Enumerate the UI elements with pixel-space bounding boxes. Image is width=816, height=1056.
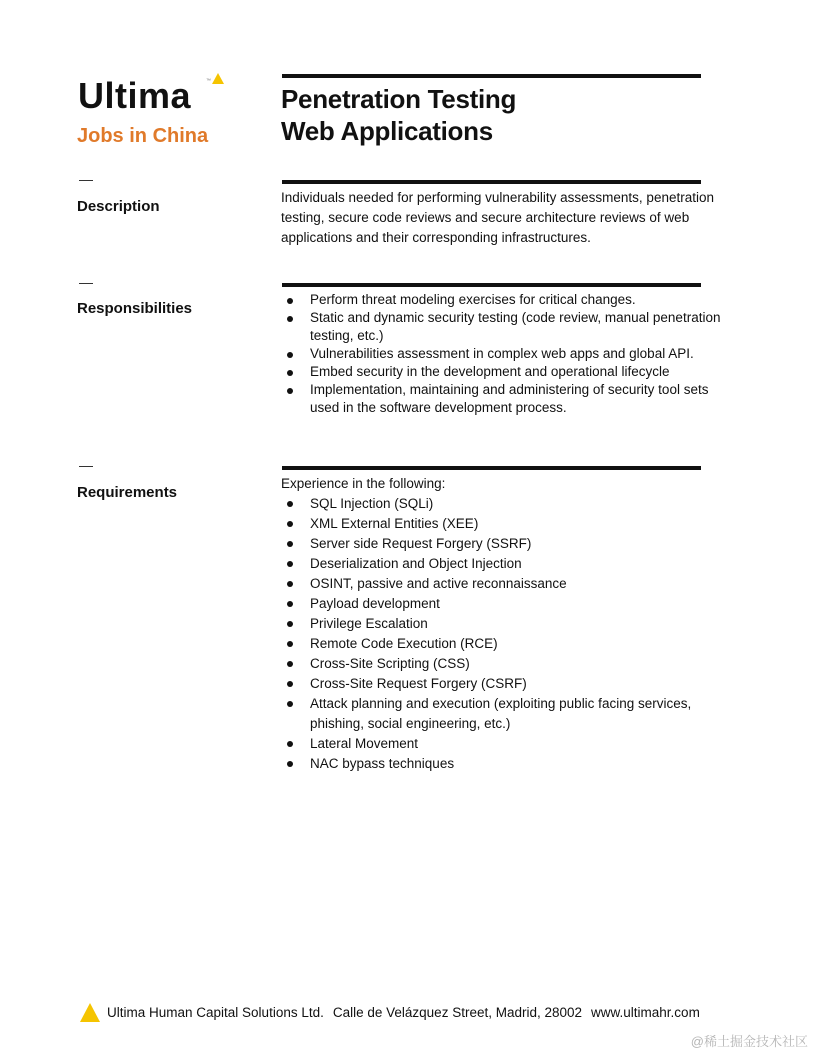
footer-address: Calle de Velázquez Street, Madrid, 28002	[332, 1004, 583, 1020]
responsibilities-list	[281, 291, 721, 417]
list-item: OSINT, passive and active reconnaissance	[281, 574, 721, 594]
requirements-rule	[282, 466, 701, 470]
responsibilities-rule	[282, 283, 701, 287]
ultima-logo	[78, 74, 238, 118]
list-item: Deserialization and Object Injection	[281, 554, 721, 574]
logo-triangle-icon	[212, 73, 224, 84]
requirements-label: Requirements	[77, 484, 178, 501]
trademark-mark: ™	[206, 78, 211, 84]
list-item: SQL Injection (SQLi)	[281, 494, 721, 514]
description-text: Individuals needed for performing vulnerability assessments, penetration testing, secure code reviews and secure architecture reviews of web applications and their corresponding infrastructures.	[281, 190, 714, 245]
list-item: NAC bypass techniques	[281, 754, 721, 774]
footer	[80, 1001, 700, 1023]
title-line-1: Penetration Testing	[281, 84, 517, 114]
description-rule	[282, 180, 701, 184]
list-item: Static and dynamic security testing (code review, manual penetration testing, etc.)	[281, 309, 721, 345]
tagline: Jobs in China	[77, 125, 209, 147]
footer-website[interactable]: www.ultimahr.com	[591, 1004, 700, 1020]
list-item: Lateral Movement	[281, 734, 721, 754]
list-item: Payload development	[281, 594, 721, 614]
logo-wordmark: Ultima	[78, 75, 192, 116]
description-label: Description	[77, 198, 160, 215]
page-title	[281, 83, 516, 147]
responsibilities-label: Responsibilities	[77, 300, 193, 317]
footer-company: Ultima Human Capital Solutions Ltd.	[107, 1004, 324, 1020]
requirements-content	[281, 474, 721, 774]
title-rule	[282, 74, 701, 78]
list-item: Vulnerabilities assessment in complex web apps and global API.	[281, 345, 721, 363]
list-item: Server side Request Forgery (SSRF)	[281, 534, 721, 554]
list-item: Implementation, maintaining and administering of security tool sets used in the software development process.	[281, 381, 721, 417]
watermark: @稀土掘金技术社区	[690, 1034, 808, 1049]
list-item: Remote Code Execution (RCE)	[281, 634, 721, 654]
requirements-intro: Experience in the following:	[281, 476, 446, 491]
list-item: Embed security in the development and operational lifecycle	[281, 363, 721, 381]
requirements-list	[281, 494, 721, 774]
section-dash	[79, 466, 93, 467]
list-item: Cross-Site Request Forgery (CSRF)	[281, 674, 721, 694]
title-line-2: Web Applications	[281, 116, 493, 146]
list-item: XML External Entities (XEE)	[281, 514, 721, 534]
list-item: Privilege Escalation	[281, 614, 721, 634]
section-dash	[79, 180, 93, 181]
list-item: Cross-Site Scripting (CSS)	[281, 654, 721, 674]
responsibilities-list-wrap	[281, 291, 721, 417]
section-dash	[79, 283, 93, 284]
list-item: Perform threat modeling exercises for critical changes.	[281, 291, 721, 309]
footer-triangle-icon	[80, 1003, 100, 1022]
list-item: Attack planning and execution (exploiting public facing services, phishing, social engineering, etc.)	[281, 694, 721, 734]
